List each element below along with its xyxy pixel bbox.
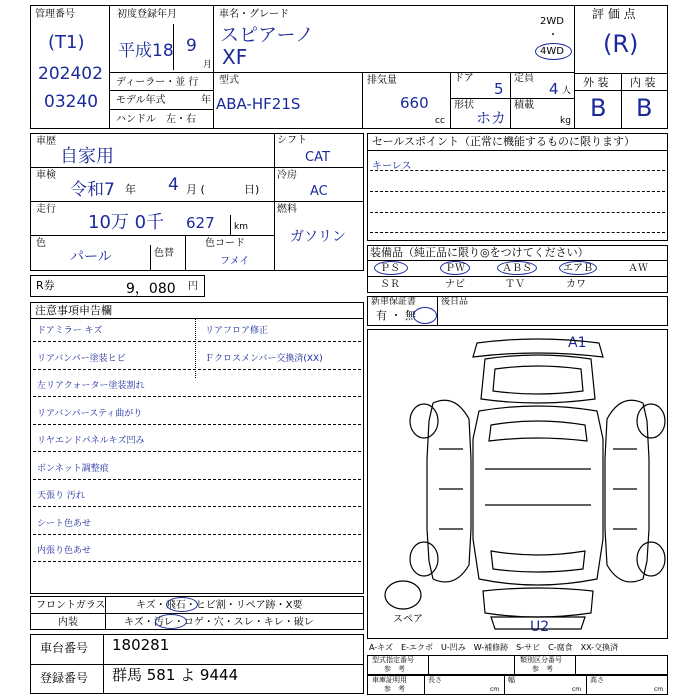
drive-dot: ・ (548, 30, 558, 41)
shaken-month: 4 (168, 175, 179, 195)
cc-unit: cc (435, 116, 445, 126)
drive-2wd: 2WD (540, 16, 564, 27)
after-item-label: 後日品 (441, 297, 469, 307)
shape-label: 形状 (454, 100, 474, 111)
shift-value: CAT (305, 150, 330, 165)
plate-value: 群馬 581 よ 9444 (112, 666, 239, 684)
warranty-label: 新車保証書 (371, 297, 417, 307)
warranty-value: 有 ・ 無 (376, 309, 416, 322)
equip-pw: ＰＷ (445, 263, 465, 274)
designation-label: 型式指定番号 (372, 656, 414, 664)
class-ref: 参 考 (532, 665, 553, 673)
exterior-value: B (590, 94, 607, 122)
equipment-title: 装備品（純正品に限り◎をつけてください） (370, 246, 589, 259)
handle-label: ハンドル 左・右 (116, 114, 196, 125)
note-left-item: ボンネット調整痕 (37, 463, 109, 474)
displacement-value: 660 (400, 94, 429, 112)
equip-airbag-circle (559, 261, 597, 275)
warranty-none-circle (413, 307, 437, 324)
class-label: 類別区分番号 (520, 656, 562, 664)
capacity-value: 4 (549, 80, 559, 98)
shaken-year-unit: 年 (125, 183, 136, 196)
capacity-unit: 人 (562, 86, 572, 96)
equip-abs: ＡＢＳ (502, 263, 532, 274)
equip-pw-circle (440, 261, 470, 275)
interior-value: B (636, 94, 653, 122)
note-left-item: 内張り色あせ (37, 546, 92, 556)
color-value: パール (70, 249, 112, 265)
color-label: 色 (36, 238, 46, 249)
interior-cond-label: 内装 (58, 617, 78, 628)
load-label: 積載 (514, 100, 534, 111)
note-right-item: リアフロア修正 (205, 326, 269, 336)
ac-value: AC (310, 184, 328, 199)
width-label: 幅 (508, 676, 515, 684)
note-left-item: ドアミラー キズ (37, 326, 103, 336)
car-diagram (367, 329, 668, 639)
equip-tv: ＴＶ (505, 279, 525, 290)
designation-ref: 参 考 (384, 665, 405, 673)
width-unit: cm (572, 686, 582, 693)
kg-unit: kg (560, 116, 571, 126)
equip-aw: ＡＷ (628, 263, 648, 274)
type-value: ABA-HF21S (216, 95, 301, 113)
shape-value: ホカ (476, 109, 507, 127)
drive-4wd: 4WD (540, 46, 564, 57)
damage-legend: A-キズ E-エクボ U-凹み W-補修跡 S-サビ C-腐食 XX-交換済 (369, 643, 619, 652)
rating-label: 評 価 点 (592, 7, 636, 21)
rating-value: (R) (603, 30, 639, 58)
spare-label: スペア (393, 614, 423, 625)
chassis-value: 180281 (112, 636, 170, 654)
garage-cert-ref: 参 考 (384, 685, 405, 693)
ac-label: 冷房 (277, 170, 297, 181)
note-left-item: リアバンパースティ曲がり (37, 408, 143, 419)
exterior-label: 外 装 (583, 76, 609, 89)
dealer-label: ディーラー・並 行 (116, 77, 199, 88)
equip-airbag: エアＢ (563, 263, 593, 274)
fuel-value: ガソリン (290, 229, 346, 245)
note-left-item: 左リアクォーター塗装割れ (37, 381, 145, 391)
use-label: 車歴 (36, 136, 56, 147)
mgmt-code3: 03240 (44, 92, 99, 112)
interior-dirt-circle (155, 614, 187, 629)
plate-label: 登録番号 (40, 671, 89, 685)
recycle-box (30, 275, 205, 297)
mgmt-code1: (T1) (48, 32, 85, 53)
grade-value: XF (222, 45, 248, 69)
notes-title: 注意事項申告欄 (35, 304, 112, 317)
garage-box (367, 675, 668, 695)
registration-month-unit: 月 (203, 60, 213, 70)
interior-label: 内 装 (630, 76, 656, 89)
shift-label: シフト (277, 135, 307, 146)
equip-abs-circle (497, 261, 537, 275)
equip-navi: ナビ (445, 279, 465, 290)
note-right-item: Ｆクロスメンバー交換済(XX) (205, 353, 323, 364)
mileage-value: 10万 0千 (88, 212, 165, 233)
recycle-label: R券 (36, 279, 55, 292)
displacement-label: 排気量 (367, 75, 397, 86)
garage-cert-label: 車庫証明用 (372, 676, 407, 684)
registration-label: 初度登録年月 (117, 9, 177, 20)
door-label: ドア (454, 73, 474, 84)
height-label: 高さ (590, 676, 604, 684)
sales-item-1: キーレス (372, 161, 412, 172)
equip-ps: ＰＳ (380, 263, 400, 274)
shaken-day-unit: 日) (244, 183, 260, 196)
registration-era: 平成18 (118, 41, 174, 61)
mileage-extra: 627 (186, 214, 215, 232)
shaken-label: 車検 (36, 170, 56, 181)
capacity-label: 定員 (514, 73, 534, 84)
chassis-label: 車台番号 (40, 641, 89, 655)
mgmt-code2: 202402 (38, 64, 103, 84)
equip-leather: カワ (566, 279, 586, 290)
length-label: 長さ (428, 676, 442, 684)
car-name-value: スピアーノ (220, 24, 315, 46)
registration-month: 9 (186, 36, 197, 56)
sales-title: セールスポイント（正常に機能するものに限ります） (372, 135, 636, 148)
type-label: 型式 (219, 75, 239, 86)
mark-u2: U2 (530, 619, 550, 635)
equip-ps-circle (374, 261, 408, 275)
note-left-item: リヤエンドパネルキズ凹み (37, 436, 145, 446)
car-name-label: 車名・グレード (219, 9, 289, 20)
use-value: 自家用 (60, 146, 114, 167)
height-unit: cm (654, 686, 664, 693)
mgmt-label: 管理番号 (35, 9, 75, 20)
windshield-chip-circle (166, 597, 198, 612)
recycle-unit: 円 (188, 281, 198, 292)
door-value: 5 (494, 80, 504, 98)
note-left-item: 天張り 汚れ (37, 491, 85, 501)
length-unit: cm (490, 686, 500, 693)
windshield-label: フロントガラス (36, 600, 106, 611)
model-year-label: モデル年式 (116, 95, 166, 106)
model-year-unit: 年 (201, 95, 211, 106)
interior-options: キズ・汚レ・コゲ・穴・スレ・キレ・破レ (124, 617, 314, 628)
equip-sr: ＳＲ (380, 279, 400, 290)
color-code-value: フメイ (220, 256, 250, 267)
shaken-era: 令和7 (70, 180, 115, 200)
mark-a1: A1 (568, 335, 587, 351)
mileage-label: 走行 (36, 204, 56, 215)
km-unit: km (234, 222, 248, 232)
color-code-label: 色コード (205, 238, 245, 249)
color-change-label: 色替 (154, 248, 174, 259)
fuel-label: 燃料 (277, 204, 297, 215)
note-left-item: リアバンパー塗装ヒビ (37, 353, 126, 364)
drive-4wd-circle (535, 43, 572, 60)
recycle-value: 9，080 (126, 281, 176, 297)
note-left-item: シート色あせ (37, 518, 92, 529)
shaken-month-unit: 月 ( (186, 183, 205, 196)
windshield-options: キズ・飛石・ヒビ割・リペア跡・X要 (136, 600, 303, 611)
